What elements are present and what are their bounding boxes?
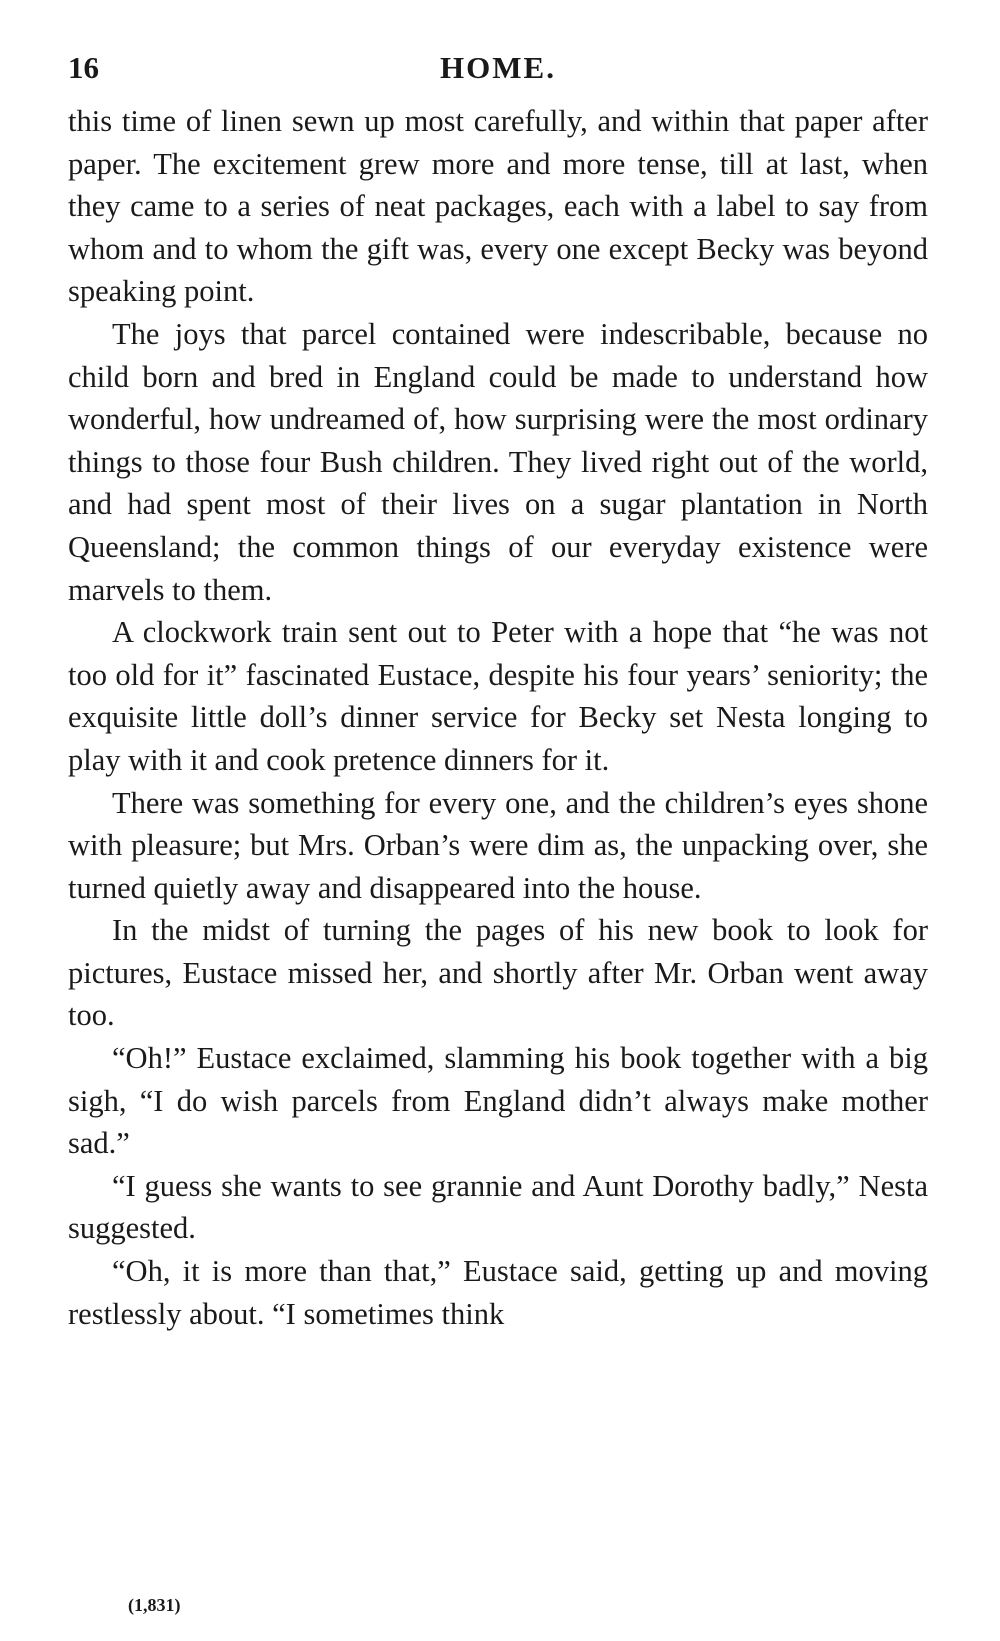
paragraph-8: “Oh, it is more than that,” Eustace said, getting up and moving restlessly about. “I sometimes think — [68, 1254, 928, 1331]
paragraph-7: “I guess she wants to see grannie and Aunt Dorothy badly,” Nesta suggested. — [68, 1168, 928, 1246]
paragraph-2: The joys that parcel contained were indescribable, because no child born and bred in England could be made to understand how wonderful, how undreamed of, how surprising were the most ordinary things to those four Bush children. They lived right out of the world, and had spent most of their lives on a sugar plantation in North Queensland; the common things of our everyday existence were marvels to them. — [68, 316, 928, 607]
page-number: 16 — [68, 50, 99, 85]
paragraph-1: this time of linen sewn up most carefully, and within that paper after paper. The excitement grew more and more tense, till at last, when they came to a series of neat packages, each with a label to say from whom and to whom the gift was, every one except Becky was beyond speaking point. — [68, 104, 928, 309]
paragraph-4: There was something for every one, and the children’s eyes shone with pleasure; but Mrs. Orban’s were dim as, the unpacking over, she turned quietly away and disappeared into the house. — [68, 785, 928, 905]
page-header — [68, 40, 928, 100]
body-text — [68, 100, 928, 1335]
paragraph-5: In the midst of turning the pages of his new book to look for pictures, Eustace missed her, and shortly after Mr. Orban went away too. — [68, 913, 928, 1033]
paragraph-6: “Oh!” Eustace exclaimed, slamming his book together with a big sigh, “I do wish parcels from England didn’t always make mother sad.” — [68, 1041, 928, 1161]
signature-mark: (1,831) — [128, 1595, 181, 1615]
running-head: HOME. — [440, 50, 556, 85]
paragraph-3: A clockwork train sent out to Peter with a hope that “he was not too old for it” fascinated Eustace, despite his four years’ seniority; the exquisite little doll’s dinner service for Becky set Nesta longing to play with it and cook pretence dinners for it. — [68, 615, 928, 777]
book-page — [68, 40, 928, 1335]
